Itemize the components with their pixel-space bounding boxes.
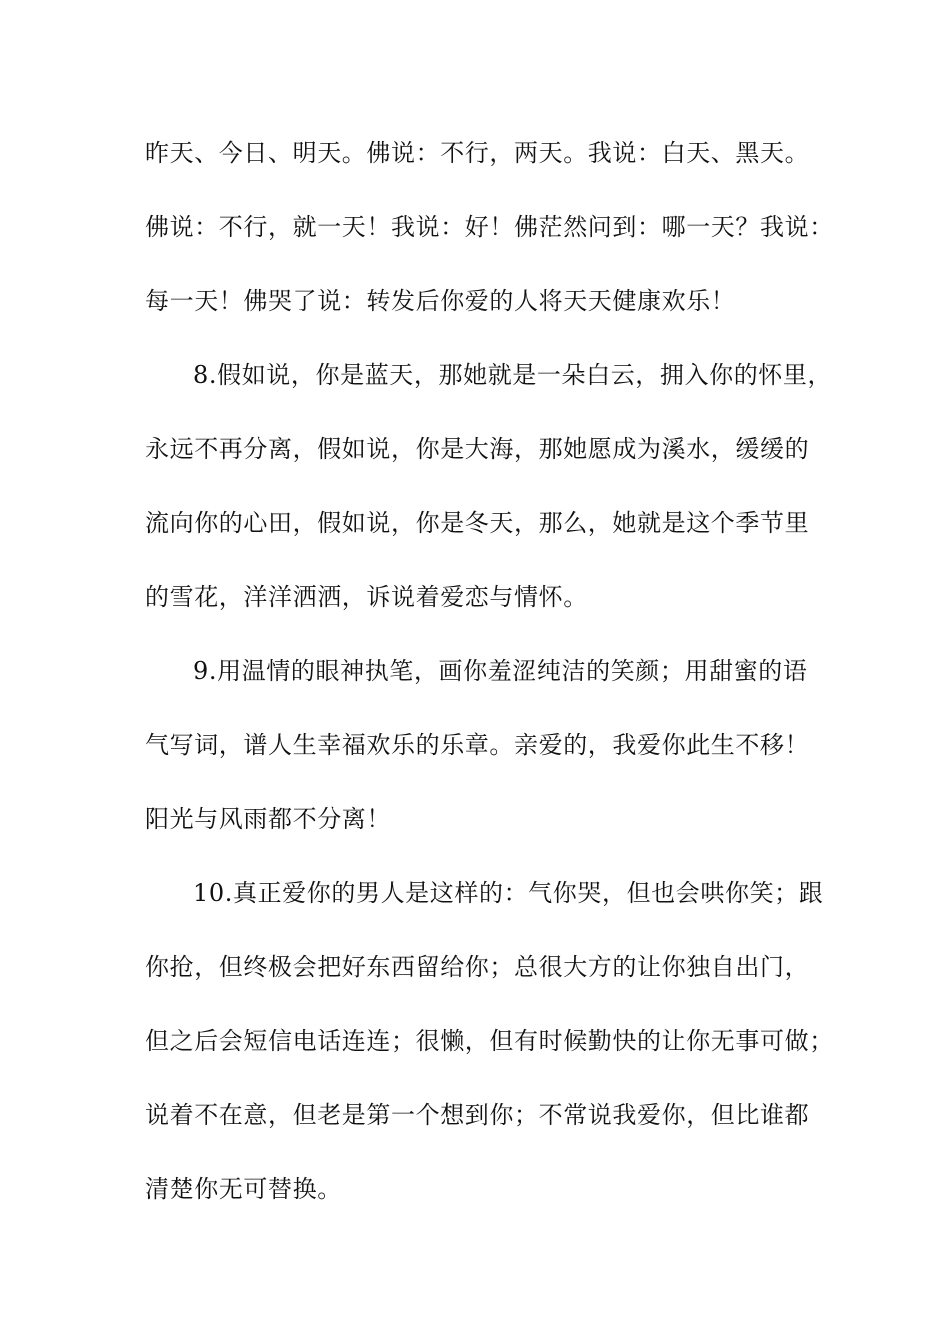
paragraph-10-line-2: 你抢，但终极会把好东西留给你；总很大方的让你独自出门， <box>145 953 810 981</box>
paragraph-10-line-4: 说着不在意，但老是第一个想到你；不常说我爱你，但比谁都 <box>145 1101 810 1129</box>
paragraph-8-line-3: 流向你的心田，假如说，你是冬天，那么，她就是这个季节里 <box>145 509 810 537</box>
text-line-3: 每一天！佛哭了说：转发后你爱的人将天天健康欢乐！ <box>145 287 736 315</box>
paragraph-10-line-1: 10.真正爱你的男人是这样的：气你哭，但也会哄你笑；跟 <box>193 879 824 907</box>
paragraph-10-line-5: 清楚你无可替换。 <box>145 1175 342 1203</box>
paragraph-8-line-1: 8.假如说，你是蓝天，那她就是一朵白云，拥入你的怀里， <box>193 361 833 389</box>
text-line-2: 佛说：不行，就一天！我说：好！佛茫然问到：哪一天？我说： <box>145 213 834 241</box>
text-line-1: 昨天、今日、明天。佛说：不行，两天。我说：白天、黑天。 <box>145 139 810 167</box>
paragraph-9-line-2: 气写词，谱人生幸福欢乐的乐章。亲爱的，我爱你此生不移！ <box>145 731 810 759</box>
paragraph-8-line-4: 的雪花，洋洋洒洒，诉说着爱恋与情怀。 <box>145 583 588 611</box>
paragraph-9-line-1: 9.用温情的眼神执笔，画你羞涩纯洁的笑颜；用甜蜜的语 <box>193 657 808 685</box>
paragraph-8-line-2: 永远不再分离，假如说，你是大海，那她愿成为溪水，缓缓的 <box>145 435 810 463</box>
paragraph-9-line-3: 阳光与风雨都不分离！ <box>145 805 391 833</box>
paragraph-10-line-3: 但之后会短信电话连连；很懒，但有时候勤快的让你无事可做； <box>145 1027 834 1055</box>
